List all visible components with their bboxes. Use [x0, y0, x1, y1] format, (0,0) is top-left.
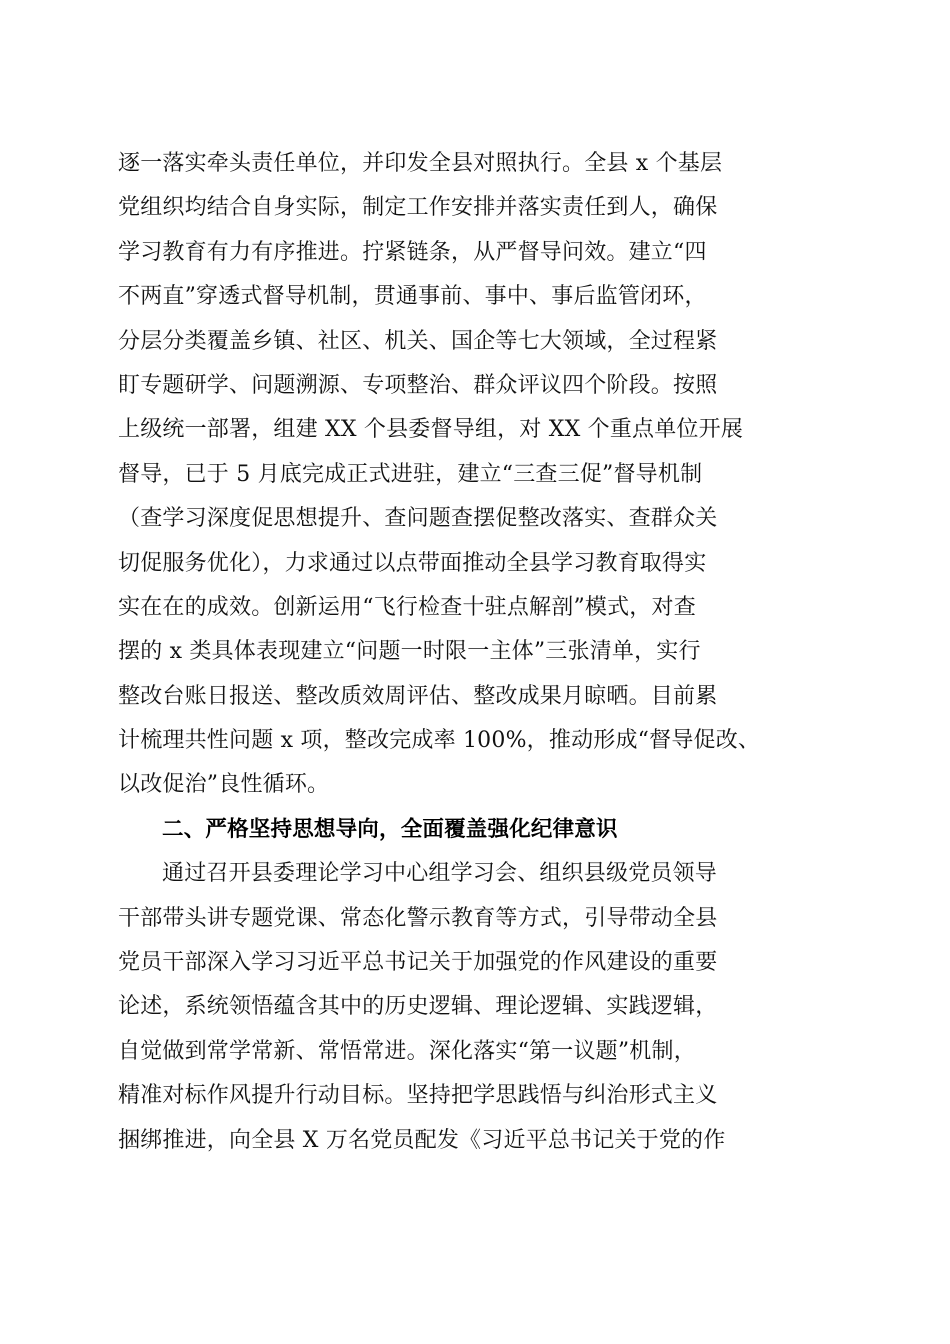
paragraph-line: 摆的 x 类具体表现建立“问题一时限一主体”三张清单，实行	[118, 639, 701, 665]
paragraph-line: 实在在的成效。创新运用“飞行检查十驻点解剖”模式，对查	[118, 594, 696, 620]
paragraph-line: 自觉做到常学常新、常悟常进。深化落实“第一议题”机制，	[118, 1038, 696, 1064]
paragraph-line: 分层分类覆盖乡镇、社区、机关、国企等七大领域，全过程紧	[118, 328, 718, 354]
paragraph-line: 党组织均结合自身实际，制定工作安排并落实责任到人，确保	[118, 195, 718, 221]
paragraph-line: 盯专题研学、问题溯源、专项整治、群众评议四个阶段。按照	[118, 372, 718, 398]
paragraph-line: 精准对标作风提升行动目标。坚持把学思践悟与纠治形式主义	[118, 1083, 718, 1109]
paragraph-line: 以改促治”良性循环。	[118, 772, 330, 798]
paragraph-line: 切促服务优化），力求通过以点带面推动全县学习教育取得实	[118, 550, 707, 576]
paragraph-line: 论述，系统领悟蕴含其中的历史逻辑、理论逻辑、实践逻辑，	[118, 994, 718, 1020]
paragraph-line: 上级统一部署，组建 XX 个县委督导组，对 XX 个重点单位开展	[118, 417, 744, 443]
paragraph-line: 逐一落实牵头责任单位，并印发全县对照执行。全县 x 个基层	[118, 151, 723, 176]
paragraph-line: 整改台账日报送、整改质效周评估、整改成果月晾晒。目前累	[118, 683, 718, 709]
paragraph-line: 学习教育有力有序推进。拧紧链条，从严督导问效。建立“四	[118, 239, 707, 265]
paragraph-line: 干部带头讲专题党课、常态化警示教育等方式，引导带动全县	[118, 905, 718, 931]
paragraph-line: 通过召开县委理论学习中心组学习会、组织县级党员领导	[162, 861, 718, 887]
document-body	[118, 142, 838, 1163]
paragraph-line: 不两直”穿透式督导机制，贯通事前、事中、事后监管闭环，	[118, 284, 707, 310]
paragraph-line: 计梳理共性问题 x 项，整改完成率 100%，推动形成“督导促改、	[118, 728, 761, 754]
paragraph-line: 捆绑推进，向全县 X 万名党员配发《习近平总书记关于党的作	[118, 1127, 726, 1153]
section-heading: 二、严格坚持思想导向，全面覆盖强化纪律意识	[162, 816, 618, 842]
paragraph-line: （查学习深度促思想提升、查问题查摆促整改落实、查群众关	[118, 506, 718, 532]
paragraph-line: 党员干部深入学习习近平总书记关于加强党的作风建设的重要	[118, 950, 718, 976]
paragraph-line: 督导，已于 5 月底完成正式进驻，建立“三查三促”督导机制	[118, 461, 703, 487]
